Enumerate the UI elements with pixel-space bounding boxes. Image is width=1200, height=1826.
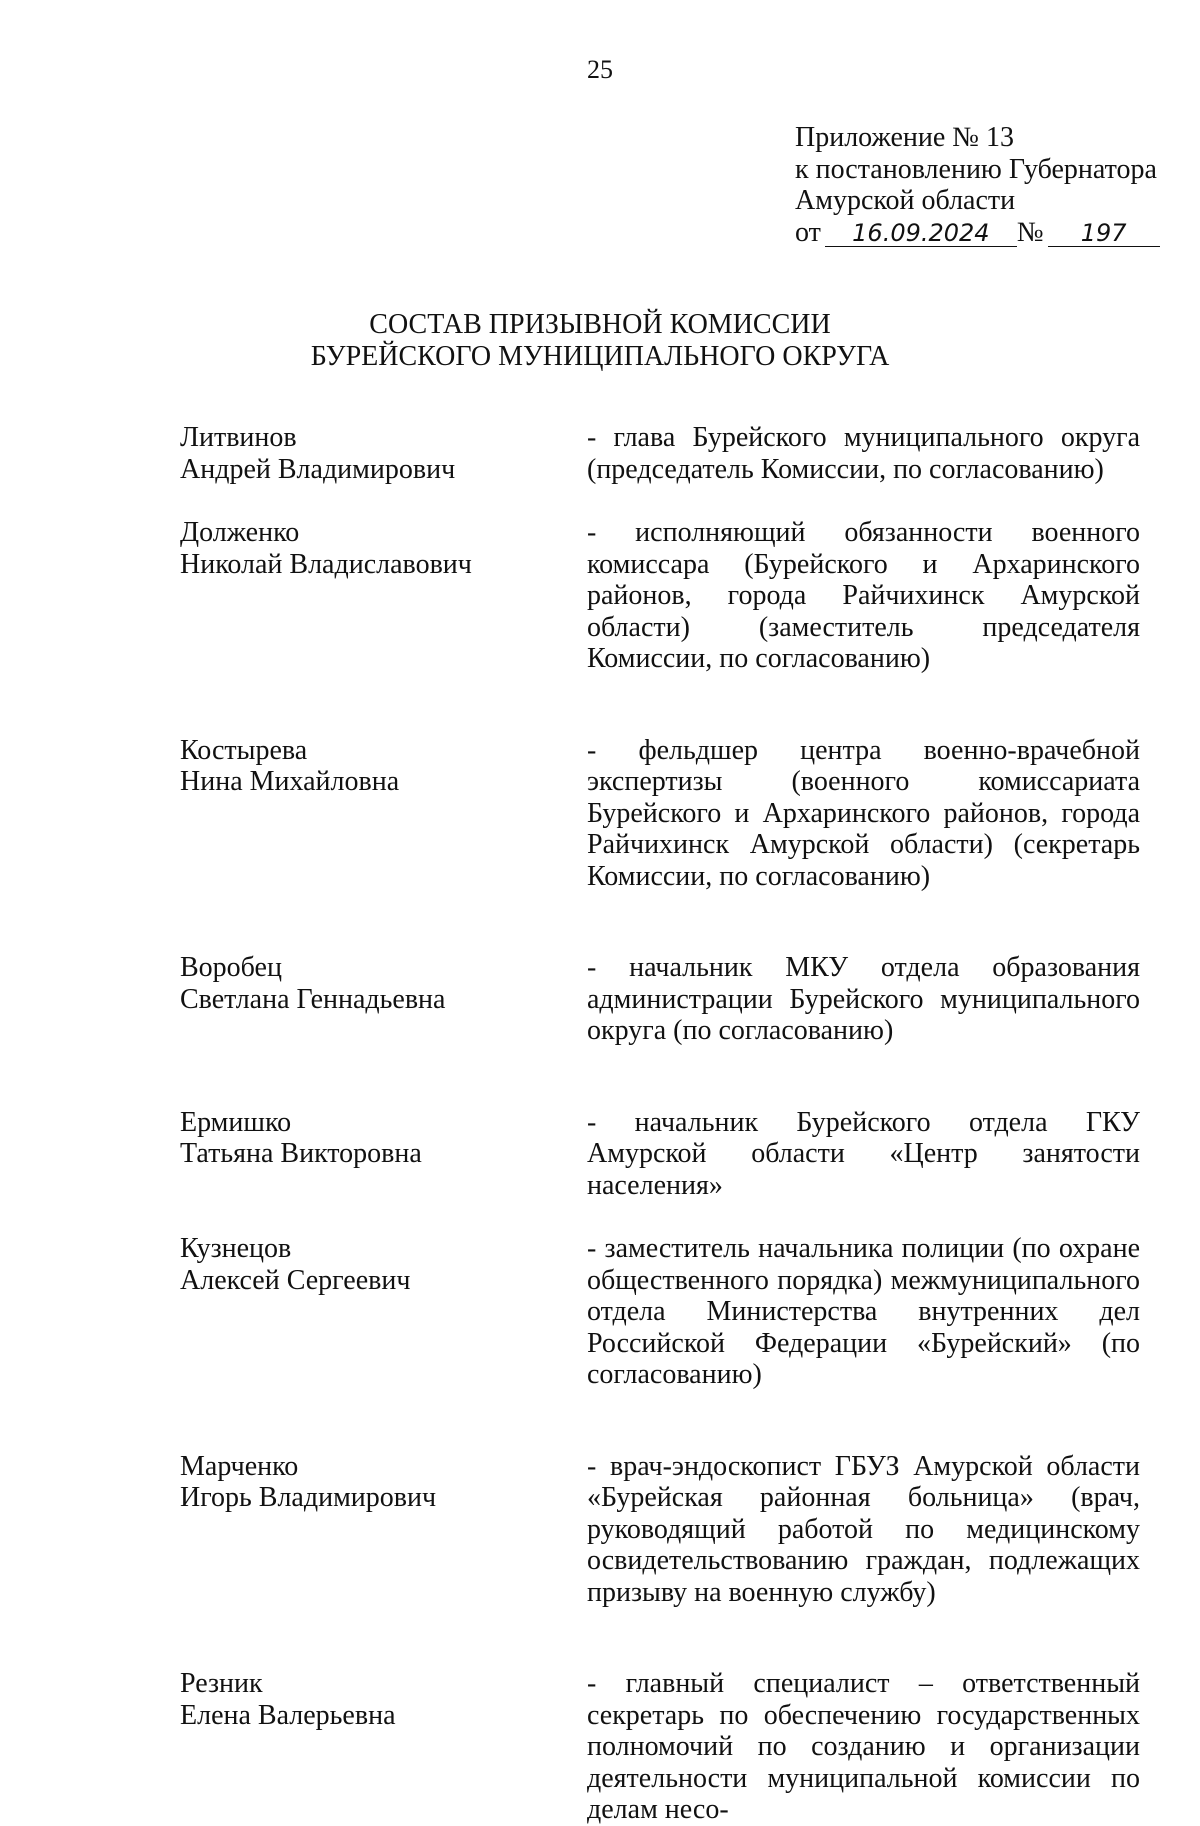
handwritten-number: 197 [1048, 220, 1160, 247]
appendix-reference: к постановлению Губернатора [795, 153, 1157, 185]
member-entry [180, 1668, 1140, 1826]
appendix-title: Приложение № 13 [795, 122, 1014, 153]
member-role: - фельдшер центра военно-врачебной экспертизы (военного комиссариата Бурейского и Архаринского районов, города Райчихинск Амурской области) (секретарь Комиссии, по согласованию) [587, 734, 1140, 892]
member-role: - врач-эндоскопист ГБУЗ Амурской области «Бурейская районная больница» (врач, руководящий работой по медицинскому освидетельствованию граждан, подлежащих призыву на военную службу) [587, 1450, 1140, 1608]
member-name [180, 1451, 560, 1609]
commission-members [180, 422, 1140, 1826]
member-given-names: Игорь Владимирович [180, 1482, 437, 1513]
member-role: - глава Бурейского муниципального округа (председатель Комиссии, по согласованию) [587, 422, 1140, 485]
member-surname: Костырева [180, 734, 308, 766]
member-surname: Долженко [180, 517, 300, 548]
member-surname: Воробец [180, 952, 282, 983]
member-role: - заместитель начальника полиции (по охране общественного порядка) межмуниципального отдела Министерства внутренних дел Российской Федерации «Бурейский» (по согласованию) [587, 1233, 1140, 1390]
member-entry [180, 1451, 1140, 1609]
member-entry [180, 735, 1140, 893]
member-given-names: Нина Михайловна [180, 766, 400, 797]
member-surname: Марченко [180, 1450, 299, 1482]
title-line-1: СОСТАВ ПРИЗЫВНОЙ КОМИССИИ [369, 309, 831, 340]
member-surname: Ермишко [180, 1106, 292, 1138]
member-name [180, 1107, 560, 1202]
member-role: - начальник Бурейского отдела ГКУ Амурской области «Центр занятости населения» [587, 1106, 1140, 1201]
member-given-names: Алексей Сергеевич [180, 1264, 411, 1296]
member-role: - исполняющий обязанности военного комиссара (Бурейского и Архаринского районов, города Райчихинск Амурской области) (заместитель председателя Комиссии, по согласованию) [587, 517, 1140, 674]
member-entry [180, 1107, 1140, 1202]
number-sign: № [1016, 216, 1044, 248]
appendix-block [795, 122, 1160, 248]
date-prefix: от [795, 216, 821, 248]
member-given-names: Елена Валерьевна [180, 1699, 396, 1731]
member-given-names: Светлана Геннадьевна [180, 983, 446, 1015]
appendix-region: Амурской области [795, 185, 1016, 216]
member-role: - главный специалист – ответственный секретарь по обеспечению государственных полномочий по созданию и организации деятельности муниципальной комиссии по делам несо- [587, 1668, 1140, 1825]
member-entry [180, 1233, 1140, 1391]
member-entry [180, 517, 1140, 675]
title-line-2: БУРЕЙСКОГО МУНИЦИПАЛЬНОГО ОКРУГА [310, 341, 890, 372]
member-name [180, 517, 560, 675]
member-surname: Кузнецов [180, 1233, 292, 1264]
member-role: - начальник МКУ отдела образования администрации Бурейского муниципального округа (по согласованию) [587, 952, 1140, 1046]
appendix-date-line [795, 217, 1160, 249]
document-title [0, 309, 1200, 373]
member-name [180, 1668, 560, 1826]
member-given-names: Татьяна Викторовна [180, 1138, 422, 1169]
member-given-names: Андрей Владимирович [180, 453, 456, 485]
handwritten-date: 16.09.2024 [825, 220, 1017, 247]
member-surname: Резник [180, 1668, 263, 1699]
member-given-names: Николай Владиславович [180, 548, 472, 580]
member-entry [180, 952, 1140, 1047]
member-entry [180, 422, 1140, 485]
page-number: 25 [587, 55, 613, 84]
member-surname: Литвинов [180, 422, 297, 453]
member-name [180, 952, 560, 1047]
member-name [180, 735, 560, 893]
member-name [180, 1233, 560, 1391]
member-name [180, 422, 560, 485]
